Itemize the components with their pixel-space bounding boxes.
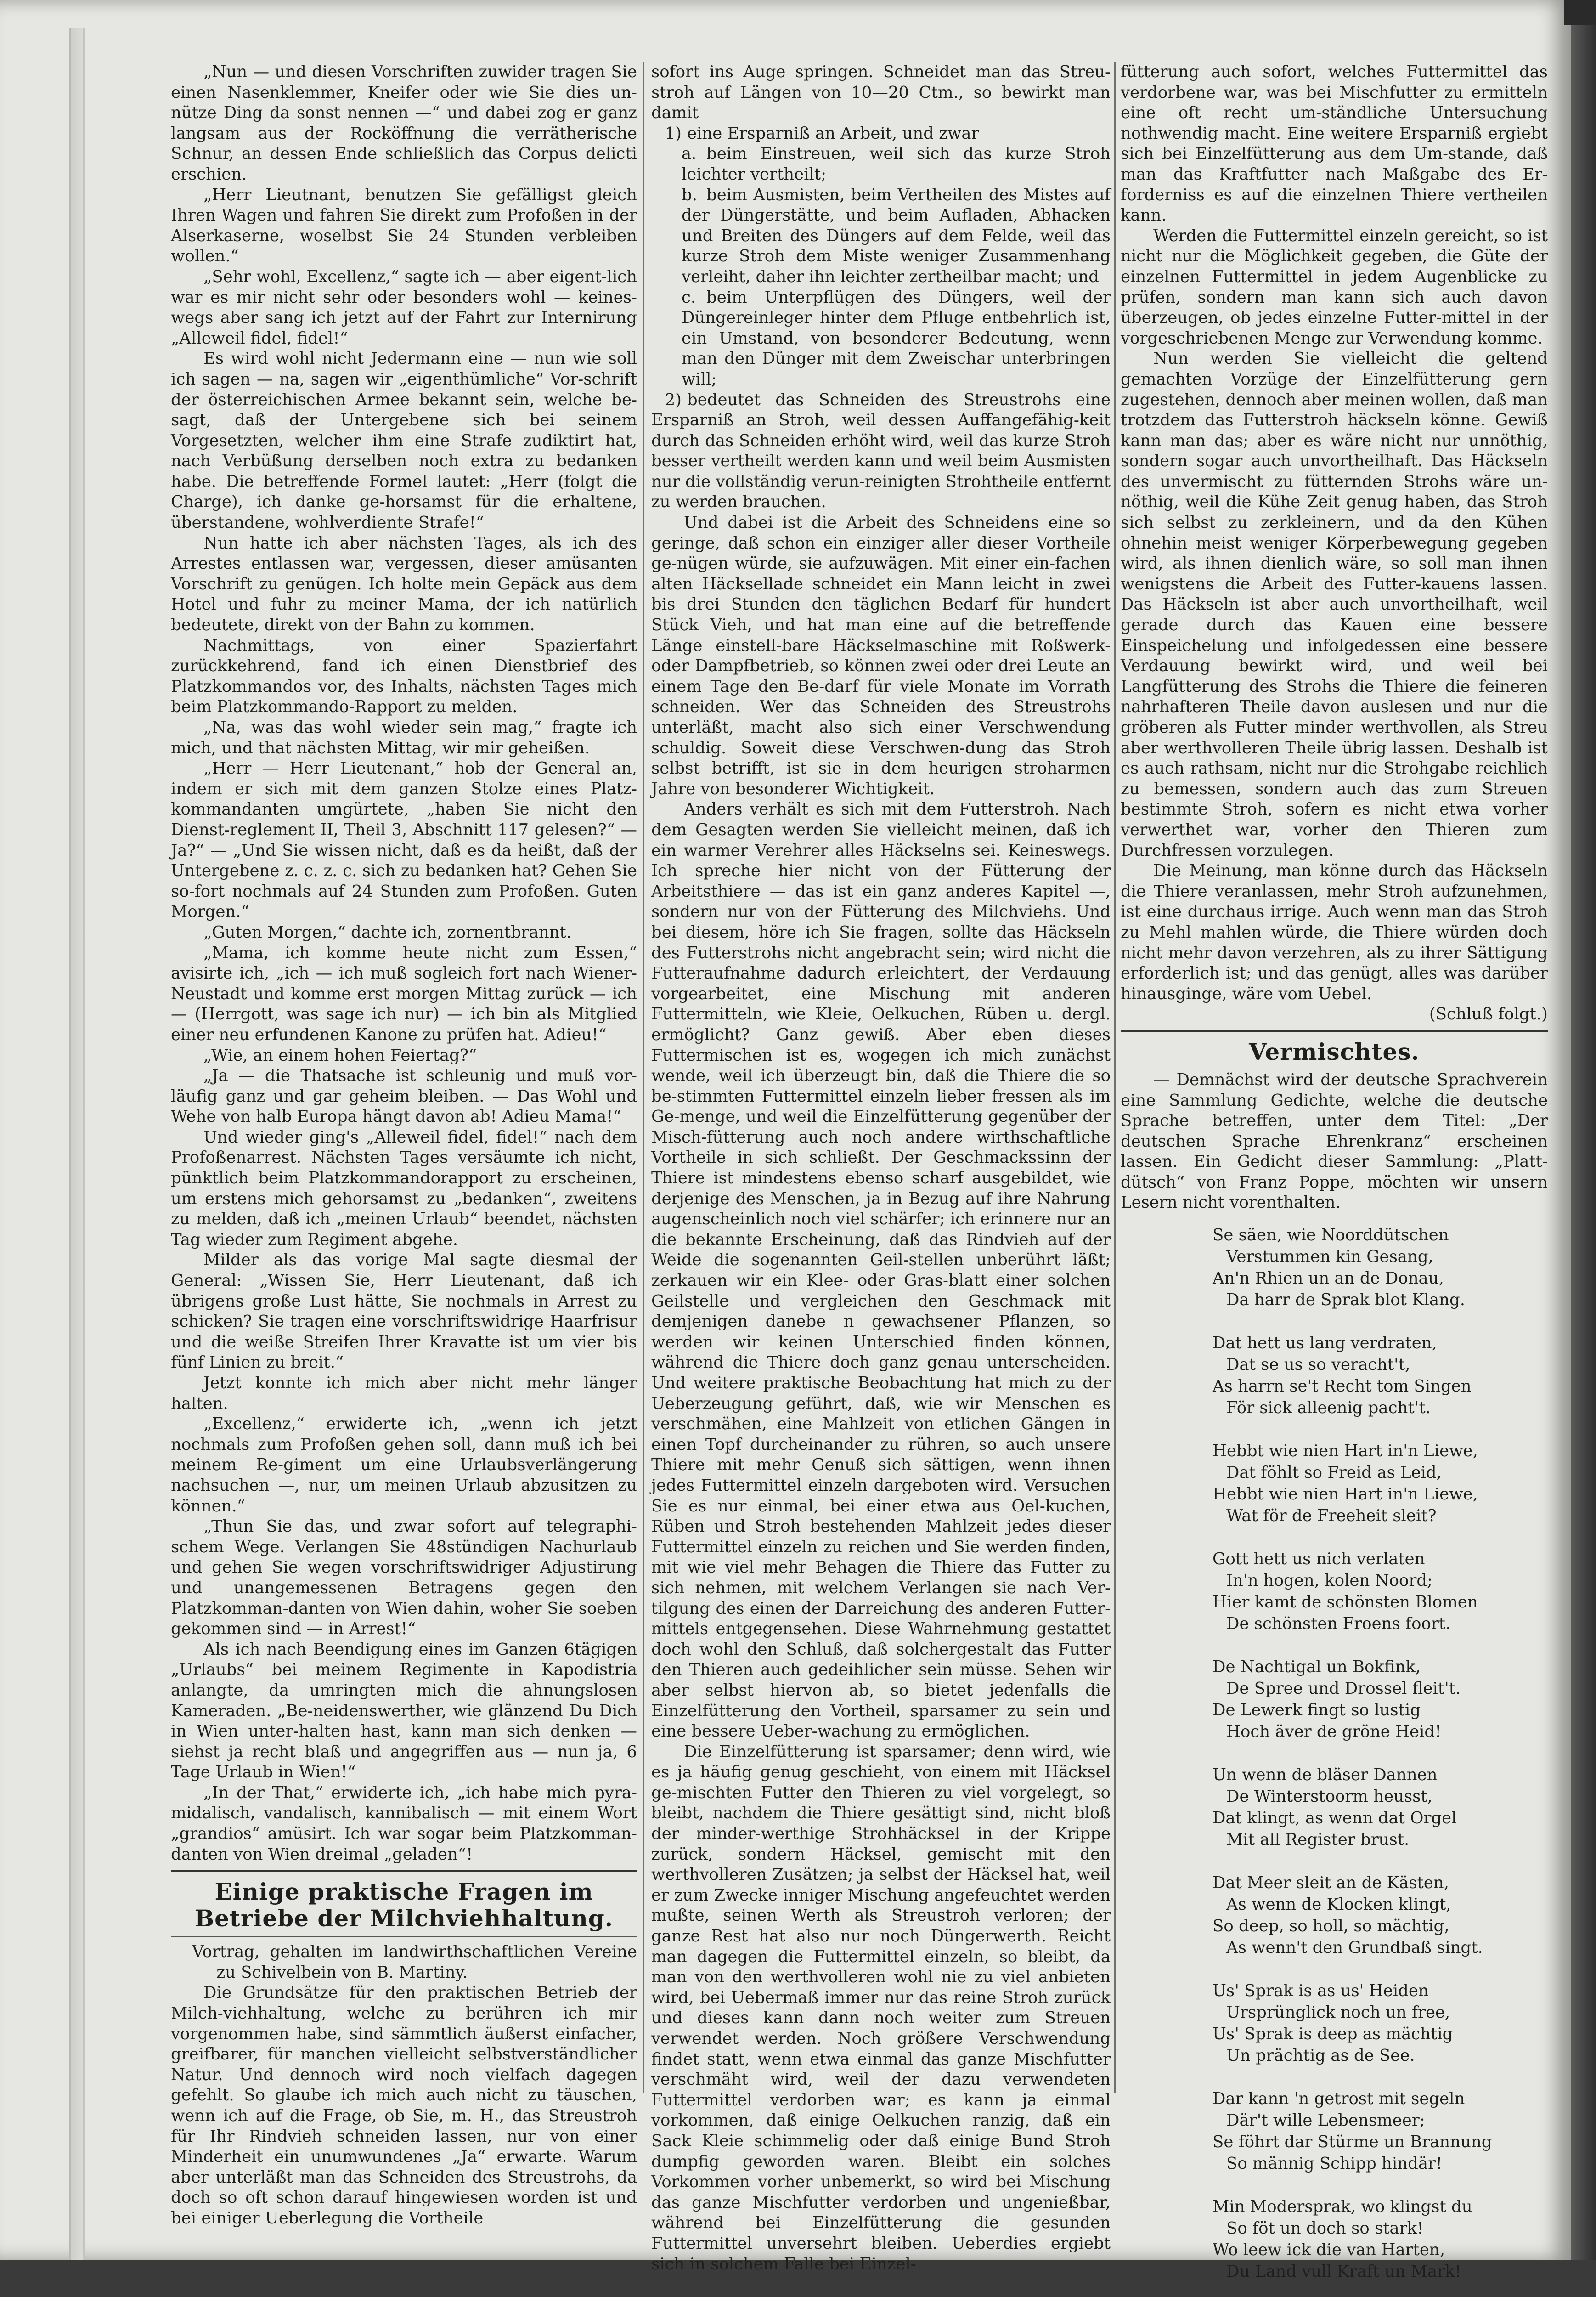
sub-list-item	[682, 185, 1111, 288]
paragraph: „Sehr wohl, Excellenz,“ sagte ich — aber eigent-lich war es mir nicht sehr oder besonders wohl — keines-wegs aber sang ich jetzt auf der Fahrt zur Internirung „Alleweil fidel, fidel!“	[171, 267, 637, 348]
poem-stanza	[1213, 1980, 1548, 2066]
sub-list-item	[682, 144, 1111, 185]
poem-line: Verstummen kin Gesang,	[1226, 1247, 1433, 1267]
poem	[1213, 1224, 1548, 2297]
poem-line: Dar kann 'n getrost mit segeln	[1213, 2089, 1465, 2109]
paragraph: Die Grundsätze für den praktischen Betrieb der Milch-viehhaltung, welche zu berühren ich mir vorgenommen habe, sind sämmtlich äußerst einfacher, greifbarer, für manchen vielleicht selbstverständlicher Natur. Und dennoch wird noch vielfach dagegen gefehlt. So glaube ich mich auch nicht zu täuschen, wenn ich auf die Frage, ob Sie, m. H., das Streustroh für Ihr Rindvieh schneiden lassen, nur von einer Minderheit ein unumwundenes „Ja“ erwarte. Warum aber unterläßt man das Schneiden des Streustrohs, da doch so oft schon darauf hingewiesen worden ist und bei einiger Ueberlegung die Vortheile	[171, 1983, 637, 2228]
poem-stanza	[1213, 2196, 1548, 2282]
list-item	[651, 124, 1111, 144]
section-title: Vermischtes.	[1249, 1038, 1420, 1065]
section-divider	[1121, 1030, 1548, 1032]
poem-line: So männig Schipp hindär!	[1226, 2154, 1443, 2173]
poem-line: De Spree und Drossel fleit't.	[1226, 1679, 1461, 1698]
sub-list-text: beim Ausmisten, beim Vertheilen des Mistes auf der Düngerstätte, und beim Aufladen, Abhacken und Breiten des Düngers auf dem Felde, weil das kurze Stroh dem Miste weniger Zusammenhang verleiht, daher ihn leichter zertheilbar macht; und	[682, 185, 1111, 286]
paragraph: Anders verhält es sich mit dem Futterstroh. Nach dem Gesagten werden Sie vielleicht meinen, daß ich ein warmer Verehrer alles Häckselns sei. Keineswegs. Ich spreche hier nicht von der Fütterung der Arbeitsthiere — das ist ein ganz anderes Kapitel —, sondern nur von der Fütterung des Milchviehs. Und bei diesem, höre ich Sie fragen, sollte das Häckseln des Futterstrohs nicht angebracht sein; wird nicht die Futteraufnahme dadurch erleichtert, der Verdauung vorgearbeitet, eine Mischung mit anderen Futtermitteln, wie Kleie, Oelkuchen, Rüben u. dergl. ermöglicht? Ganz gewiß. Aber eben dieses Futtermischen ist es, wogegen ich mich zunächst wende, weil ich überzeugt bin, daß die Thiere die so be-stimmten Futtermittel einzeln lieber fressen als im Ge-menge, und weil die Einzelfütterung gegenüber der Misch-fütterung auch noch andere wirthschaftliche Vortheile in sich schließt. Der Geschmackssinn der Thiere ist mindestens ebenso scharf ausgebildet, wie derjenige des Menschen, ja in Bezug auf ihre Nahrung augenscheinlich noch viel schärfer; ich erinnere nur an die bekannte Erscheinung, daß das Rindvieh auf der Weide die sogenannten Geil-stellen unberührt läßt; zerkauen wir ein Klee- oder Gras-blatt einer solchen Geilstelle und vergleichen den Geschmack mit demjenigen danebe n gewachsener Pflanzen, so werden wir keinen Unterschied finden können, während die Thiere doch ganz genau unterscheiden. Und weitere praktische Beobachtung hat mich zu der Ueberzeugung geführt, daß, wie wir Menschen es verschmähen, eine Mahlzeit von etlichen Gängen in einen Topf durcheinander zu rühren, so auch unsere Thiere mit mehr Genuß sich sättigen, wenn ihnen jedes Futtermittel einzeln dargeboten wird. Versuchen Sie es nur einmal, bei einer etwa aus Oel-kuchen, Rüben und Stroh bestehenden Mahlzeit jedes dieser Futtermittel einzeln zu reichen und Sie werden finden, mit wie viel mehr Behagen die Thiere das Futter zu sich nehmen, mit welchem Verlangen sie nach Ver-tilgung des einen der Darreichung des anderen Futter-mittels entgegensehen. Diese Wahrnehmung gestattet doch wohl den Schluß, daß solchergestalt das Futter den Thieren auch gedeihlicher sein müsse. Sehen wir aber selbst hiervon ab, so bietet jedenfalls die Einzelfütterung den Vortheil, sparsamer zu sein und eine bessere Ueber-wachung zu ermöglichen.	[651, 800, 1111, 1741]
paragraph: Milder als das vorige Mal sagte diesmal der General: „Wissen Sie, Herr Lieutenant, daß ich übrigens große Lust hätte, Sie nochmals in Arrest zu schicken? Sie tragen eine vorschriftswidrige Haarfrisur und die weiße Streifen Ihrer Kravatte ist um vier bis fünf Linien zu breit.“	[171, 1250, 637, 1372]
poem-stanza	[1213, 1440, 1548, 1527]
poem-line: Du Land vull Kraft un Mark!	[1226, 2262, 1461, 2281]
poem-line: Mit all Register brust.	[1226, 1830, 1410, 1850]
poem-line: In'n hogen, kolen Noord;	[1226, 1571, 1433, 1590]
poem-line: An'n Rhien un an de Donau,	[1213, 1269, 1444, 1288]
paragraph: Und dabei ist die Arbeit des Schneidens eine so geringe, daß schon ein einziger aller dieser Vortheile ge-nügen würde, sie aufzuwägen. Mit einer ein-fachen alten Häcksellade schneidet ein Mann leicht in zwei bis drei Stunden den täglichen Bedarf für hundert Stück Vieh, und hat man eine auf die betreffende Länge einstell-bare Häckselmaschine mit Roßwerk- oder Dampfbetrieb, so können zwei oder drei Leute an einem Tage den Be-darf für viele Monate im Vorrath schneiden. Wer das Schneiden des Streustrohs unterläßt, macht also sich einer Verschwendung schuldig. Soweit diese Verschwen-dung das Stroh selbst betrifft, ist sie in dem heurigen stroharmen Jahre von besonderer Wichtigkeit.	[651, 513, 1111, 798]
poem-line: Dat Meer sleit an de Kästen,	[1213, 1873, 1449, 1893]
paragraph: „Wie, an einem hohen Feiertag?“	[203, 1046, 477, 1065]
column-3	[1121, 62, 1548, 2297]
poem-line: Da harr de Sprak blot Klang.	[1226, 1290, 1466, 1310]
poem-line: Us' Sprak is as us' Heiden	[1213, 1981, 1429, 2001]
list-text: bedeutet das Schneiden des Streustrohs eine Ersparniß an Stroh, weil dessen Auffangefähig-keit durch das Schneiden erhöht wird, weil das kurze Stroh besser vertheilt werden kann und weil beim Ausmisten nur die vollständig verun-reinigten Strohtheile entfernt zu werden brauchen.	[651, 390, 1111, 512]
paragraph: Werden die Futtermittel einzeln gereicht, so ist nicht nur die Möglichkeit gegeben, die Güte der einzelnen Futtermittel in jedem Augenblicke zu prüfen, sondern man kann sich auch davon überzeugen, ob jedes einzelne Futter-mittel in der vorgeschriebenen Menge zur Verwendung komme.	[1121, 226, 1548, 348]
paragraph: Die Einzelfütterung ist sparsamer; denn wird, wie es ja häufig genug geschieht, von einem mit Häcksel ge-mischten Futter den Thieren zu viel vorgelegt, so bleibt, nachdem die Thiere gesättigt sind, nicht bloß der minder-werthige Strohhäcksel in der Krippe zurück, sondern Häcksel, gemischt mit den werthvolleren Zusätzen; ja selbst der Häcksel hat, weil er zum Zwecke inniger Mischung angefeuchtet werden mußte, seinen Werth als Streustroh verloren; der ganze Rest hat also nur noch Düngerwerth. Reicht man dagegen die Futtermittel einzeln, so bleibt, da man von den werthvolleren wohl nie zu viel anbieten wird, bei Uebermaß immer nur das reine Stroh zurück und dieses kann dann noch weiter zum Streuen verwendet werden. Noch größere Verschwendung findet statt, wenn etwa einmal das ganze Mischfutter verschmäht wird, weil der dazu verwendeten Futtermittel verdorben war; es kann ja einmal vorkommen, daß einige Oelkuchen ranzig, daß ein Sack Kleie schimmelig oder daß einige Bund Stroh dumpfig geworden waren. Bleibt ein solches Vorkommen vorher unbemerkt, so wird bei Mischung das ganze Mischfutter verdorben und ungenießbar, während bei Einzelfütterung die gesunden Futtermittel unversehrt bleiben. Ueberdies ergiebt sich in solchem Falle bei Einzel-	[651, 1742, 1111, 2274]
paragraph: — Demnächst wird der deutsche Sprachverein eine Sammlung Gedichte, welche die deutsche Sprache betreffen, unter dem Titel: „Der deutschen Sprache Ehrenkranz“ erscheinen lassen. Ein Gedicht dieser Sammlung: „Platt-dütsch“ von Franz Poppe, möchten wir unsern Lesern nicht vorenthalten.	[1121, 1070, 1548, 1212]
poem-line: De Nachtigal un Bokfink,	[1213, 1658, 1421, 1677]
headline-rule	[171, 1936, 637, 1937]
poem-line: Dat se us so veracht't,	[1226, 1355, 1410, 1375]
sub-list-letter: c.	[682, 288, 696, 307]
paragraph: Nun hatte ich aber nächsten Tages, als ich des Arrestes entlassen war, vergessen, dieser amüsanten Vorschrift zu genügen. Ich holte mein Gepäck aus dem Hotel und fuhr zu meiner Mama, der ich natürlich bedeutete, direkt von der Bahn zu kommen.	[171, 533, 637, 635]
poem-line: Se säen, wie Noorddütschen	[1213, 1226, 1449, 1245]
poem-line: Un prächtig as de See.	[1226, 2046, 1415, 2065]
poem-line: Hebbt wie nien Hart in'n Liewe,	[1213, 1485, 1478, 1504]
list-item	[651, 390, 1111, 513]
poem-line: Min Modersprak, wo klingst du	[1213, 2197, 1472, 2217]
paragraph: „Na, was das wohl wieder sein mag,“ fragte ich mich, und that nächsten Mittag, wir mir geheißen.	[171, 718, 637, 758]
poem-line: So deep, so holl, so mächtig,	[1213, 1917, 1449, 1936]
paragraph: Jetzt konnte ich mich aber nicht mehr länger halten.	[171, 1374, 637, 1413]
article-headline: Einige praktische Fragen im Betriebe der Milchviehhaltung.	[194, 1878, 614, 1932]
poem-stanza	[1213, 1332, 1548, 1419]
poem-line: De Winterstoorm heusst,	[1226, 1787, 1432, 1806]
poem-line: Ursprünglick noch un free,	[1226, 2003, 1450, 2022]
paragraph: „Nun — und diesen Vorschriften zuwider tragen Sie einen Nasenklemmer, Kneifer oder wie Sie dies un-nütze Ding da sonst nennen —“ und dabei zog er ganz langsam aus der Rocköffnung die verrätherische Schnur, an dessen Ende schließlich das Corpus delicti erschien.	[171, 62, 637, 184]
poem-line: Un wenn de bläser Dannen	[1213, 1765, 1438, 1785]
binding-gutter	[69, 28, 85, 2260]
poem-line: As wenn't den Grundbaß singt.	[1226, 1938, 1483, 1958]
paragraph: Es wird wohl nicht Jedermann eine — nun wie soll ich sagen — na, sagen wir „eigenthümliche“ Vor-schrift der österreichischen Armee bekannt sein, welche be-sagt, daß der Untergebene sich bei seinem Vorgesetzten, welcher ihm eine Strafe zudiktirt hat, nach Verbüßung derselben noch extra zu bedanken habe. Die betreffende Formel lautet: „Herr (folgt die Charge), ich danke ge-horsamst für die erhaltene, überstandene, wohlverdiente Strafe!“	[171, 349, 637, 532]
poem-stanza	[1213, 1764, 1548, 1850]
poem-stanza	[1213, 1548, 1548, 1635]
poem-line: Hebbt wie nien Hart in'n Liewe,	[1213, 1442, 1478, 1461]
poem-line: Dat föhlt so Freid as Leid,	[1226, 1463, 1442, 1482]
poem-line: Dat hett us lang verdraten,	[1213, 1334, 1437, 1353]
poem-line: So föt un doch so stark!	[1226, 2219, 1424, 2238]
paragraph: „Herr Lieutnant, benutzen Sie gefälligst gleich Ihren Wagen und fahren Sie direkt zum Profoßen in der Alserkaserne, woselbst Sie 24 Stunden verbleiben wollen.“	[171, 185, 637, 266]
paragraph: „Herr — Herr Lieutenant,“ hob der General an, indem er sich mit dem ganzen Stolze eines Platz-kommandanten umgürtete, „haben Sie nicht den Dienst-reglement II, Theil 3, Abschnitt 117 gelesen?“ — Ja?“ — „Und Sie wissen nicht, daß es da heißt, daß der Untergebene z. c. z. c. sich zu bedanken hat? Gehen Sie so-fort nochmals auf 24 Stunden zum Profoßen. Guten Morgen.“	[171, 759, 637, 922]
poem-stanza	[1213, 1872, 1548, 1958]
poem-line: Dat klingt, as wenn dat Orgel	[1213, 1809, 1457, 1828]
column-rule-1	[643, 62, 644, 2093]
column-rule-2	[1114, 62, 1116, 2093]
poem-line: Hoch äver de gröne Heid!	[1226, 1722, 1442, 1742]
poem-line: För sick alleenig pacht't.	[1226, 1398, 1431, 1418]
poem-line: De Lewerk fingt so lustig	[1213, 1701, 1421, 1720]
poem-stanza	[1213, 1656, 1548, 1743]
paragraph: sofort ins Auge springen. Schneidet man das Streu-stroh auf Längen von 10—20 Ctm., so bewirkt man damit	[651, 62, 1111, 123]
paragraph: „Thun Sie das, und zwar sofort auf telegraphi-schem Wege. Verlangen Sie 48stündigen Nachurlaub und gehen Sie wegen vorschriftswidriger Adjustirung und unangemessenen Betragens gegen den Platzkomman-danten von Wien dahin, woher Sie soeben gekommen sind — in Arrest!“	[171, 1517, 637, 1639]
paragraph: fütterung auch sofort, welches Futtermittel das verdorbene war, was bei Mischfutter zu ermitteln eine oft recht um-ständliche Untersuchung nothwendig macht. Eine weitere Ersparniß ergiebt sich bei Einzelfütterung aus dem Um-stande, daß man das Kraftfutter nach Maßgabe des Er-forderniss es auf die einzelnen Thiere vertheilen kann.	[1121, 62, 1548, 225]
poem-line: As harrn se't Recht tom Singen	[1213, 1377, 1472, 1396]
paragraph: „Guten Morgen,“ dachte ich, zornentbrannt.	[203, 922, 572, 942]
poem-line: Där't wille Lebensmeer;	[1226, 2111, 1425, 2130]
paragraph: „Ja — die Thatsache ist schleunig und muß vor-läufig ganz und gar geheim bleiben. — Das Wohl und Wehe von halb Europa hängt davon ab! Adieu Mama!“	[171, 1066, 637, 1126]
poem-line: Wat för de Freeheit sleit?	[1226, 1506, 1437, 1526]
sub-list-text: beim Unterpflügen des Düngers, weil der Düngereinleger hinter dem Pfluge entbehrlich ist, ein Umstand, von besonderer Bedeutung, wenn man den Dünger mit dem Zweischar unterbringen will;	[682, 288, 1111, 389]
sub-list-item	[682, 288, 1111, 390]
poem-stanza	[1213, 1224, 1548, 1311]
paragraph: „In der That,“ erwiderte ich, „ich habe mich pyra-midalisch, vandalisch, kannibalisch — mit einem Wort „grandios“ amüsirt. Ich war sogar beim Platzkomman-danten von Wien dreimal „geladen“!	[171, 1783, 637, 1864]
poem-line: De schönsten Froens foort.	[1226, 1614, 1451, 1634]
corner-shadow	[1564, 0, 1596, 25]
list-text: eine Ersparniß an Arbeit, und zwar	[687, 124, 979, 143]
list-number: 2)	[665, 390, 682, 409]
paragraph: Nun werden Sie vielleicht die geltend gemachten Vorzüge der Einzelfütterung gern zugestehen, dennoch aber meinen wollen, daß man trotzdem das Futterstroh häckseln könne. Gewiß kann man das; aber es wäre nicht nur unnöthig, sondern sogar auch unvortheilhaft. Das Häckseln des unvermischt zu fütternden Strohs wäre un-nöthig, weil die Kühe Zeit genug haben, das Stroh sich selbst zu zerkleinern, und da den Kühen ohnehin meist weniger Körperbewegung gegeben wird, als ihnen dienlich wäre, so soll man ihnen wenigstens die Arbeit des Futter-kauens lassen. Das Häckseln ist aber auch unvortheilhaft, weil gerade durch das Kauen eine bessere Einspeichelung und infolgedessen eine bessere Verdauung bewirkt wird, und weil bei Langfütterung des Strohs die Thiere die feineren nahrhafteren Theile davon auslesen und nur die gröberen als Futter minder werthvollen, als Streu aber werthvolleren Theile übrig lassen. Deshalb ist es auch rathsam, nicht nur die Strohgabe reichlich zu bemessen, sondern auch das zum Streuen bestimmte Stroh, sofern es nicht etwa vorher verwerthet war, vorher den Thieren zum Durchfressen vorzulegen.	[1121, 349, 1548, 860]
sub-list-text: beim Einstreuen, weil sich das kurze Stroh leichter vertheilt;	[682, 144, 1111, 184]
column-2	[651, 62, 1111, 2274]
paragraph: „Excellenz,“ erwiderte ich, „wenn ich jetzt nochmals zum Profoßen gehen soll, dann muß ich bei meinem Re-giment um eine Urlaubsverlängerung nachsuchen —, nur, um meinen Urlaub abzusitzen zu können.“	[171, 1414, 637, 1516]
poem-line: Us' Sprak is deep as mächtig	[1213, 2025, 1453, 2044]
poem-line: Hier kamt de schönsten Blomen	[1213, 1593, 1478, 1612]
paragraph: „Mama, ich komme heute nicht zum Essen,“ avisirte ich, „ich — ich muß sogleich fort nach Wiener-Neustadt und komme erst morgen Mittag zurück — ich — (Herrgott, was sage ich nur) — ich bin als Mitglied einer neu erfundenen Kanone zu prüfen hat. Adieu!“	[171, 943, 637, 1044]
poem-line: As wenn de Klocken klingt,	[1226, 1895, 1451, 1914]
paragraph: Die Meinung, man könne durch das Häckseln die Thiere veranlassen, mehr Stroh aufzunehmen, ist eine durchaus irrige. Auch wenn man das Stroh zu Mehl mahlen würde, die Thiere würden doch nicht mehr davon verzehren, als zu ihrer Sättigung erforderlich ist; und das genügt, alles was darüber hinausginge, wäre vom Uebel.	[1121, 861, 1548, 1003]
page-edge-shadow	[1571, 0, 1596, 2260]
poem-line: Wo leew ick die van Harten,	[1213, 2240, 1445, 2260]
column-1	[171, 62, 637, 2229]
paragraph: Als ich nach Beendigung eines im Ganzen 6tägigen „Urlaubs“ bei meinem Regimente in Kapodistria anlangte, da umringten mich die ahnungslosen Kameraden. „Be-neidenswerther, wie glänzend Du Dich in Wien unter-halten hast, kann man sich denken — siehst ja recht blaß und angegriffen aus — nun ja, 6 Tage Urlaub in Wien!“	[171, 1640, 637, 1782]
article-byline: Vortrag, gehalten im landwirthschaftlichen Vereine zu Schivelbein von B. Martiny.	[192, 1942, 637, 1982]
poem-stanza	[1213, 2088, 1548, 2174]
sub-list-letter: a.	[682, 144, 697, 164]
to-be-continued: (Schluß folgt.)	[1429, 1005, 1548, 1024]
section-divider	[171, 1870, 637, 1872]
poem-line: Gott hett us nich verlaten	[1213, 1550, 1425, 1569]
paragraph: Und wieder ging's „Alleweil fidel, fidel!“ nach dem Profoßenarrest. Nächsten Tages versäumte ich nicht, pünktlich beim Platzkommandorapport zu erscheinen, um erstens mich gehorsamst zu „bedanken“, zweitens zu melden, daß ich „meinen Urlaub“ beendet, nächsten Tag wieder zum Regiment abgehe.	[171, 1127, 637, 1249]
list-number: 1)	[665, 124, 682, 143]
poem-line: Se föhrt dar Stürme un Brannung	[1213, 2133, 1492, 2152]
sub-list-letter: b.	[682, 185, 698, 204]
paragraph: Nachmittags, von einer Spazierfahrt zurückkehrend, fand ich einen Dienstbrief des Platzkommandos vor, des Inhalts, nächsten Tages mich beim Platzkommando-Rapport zu melden.	[171, 636, 637, 717]
